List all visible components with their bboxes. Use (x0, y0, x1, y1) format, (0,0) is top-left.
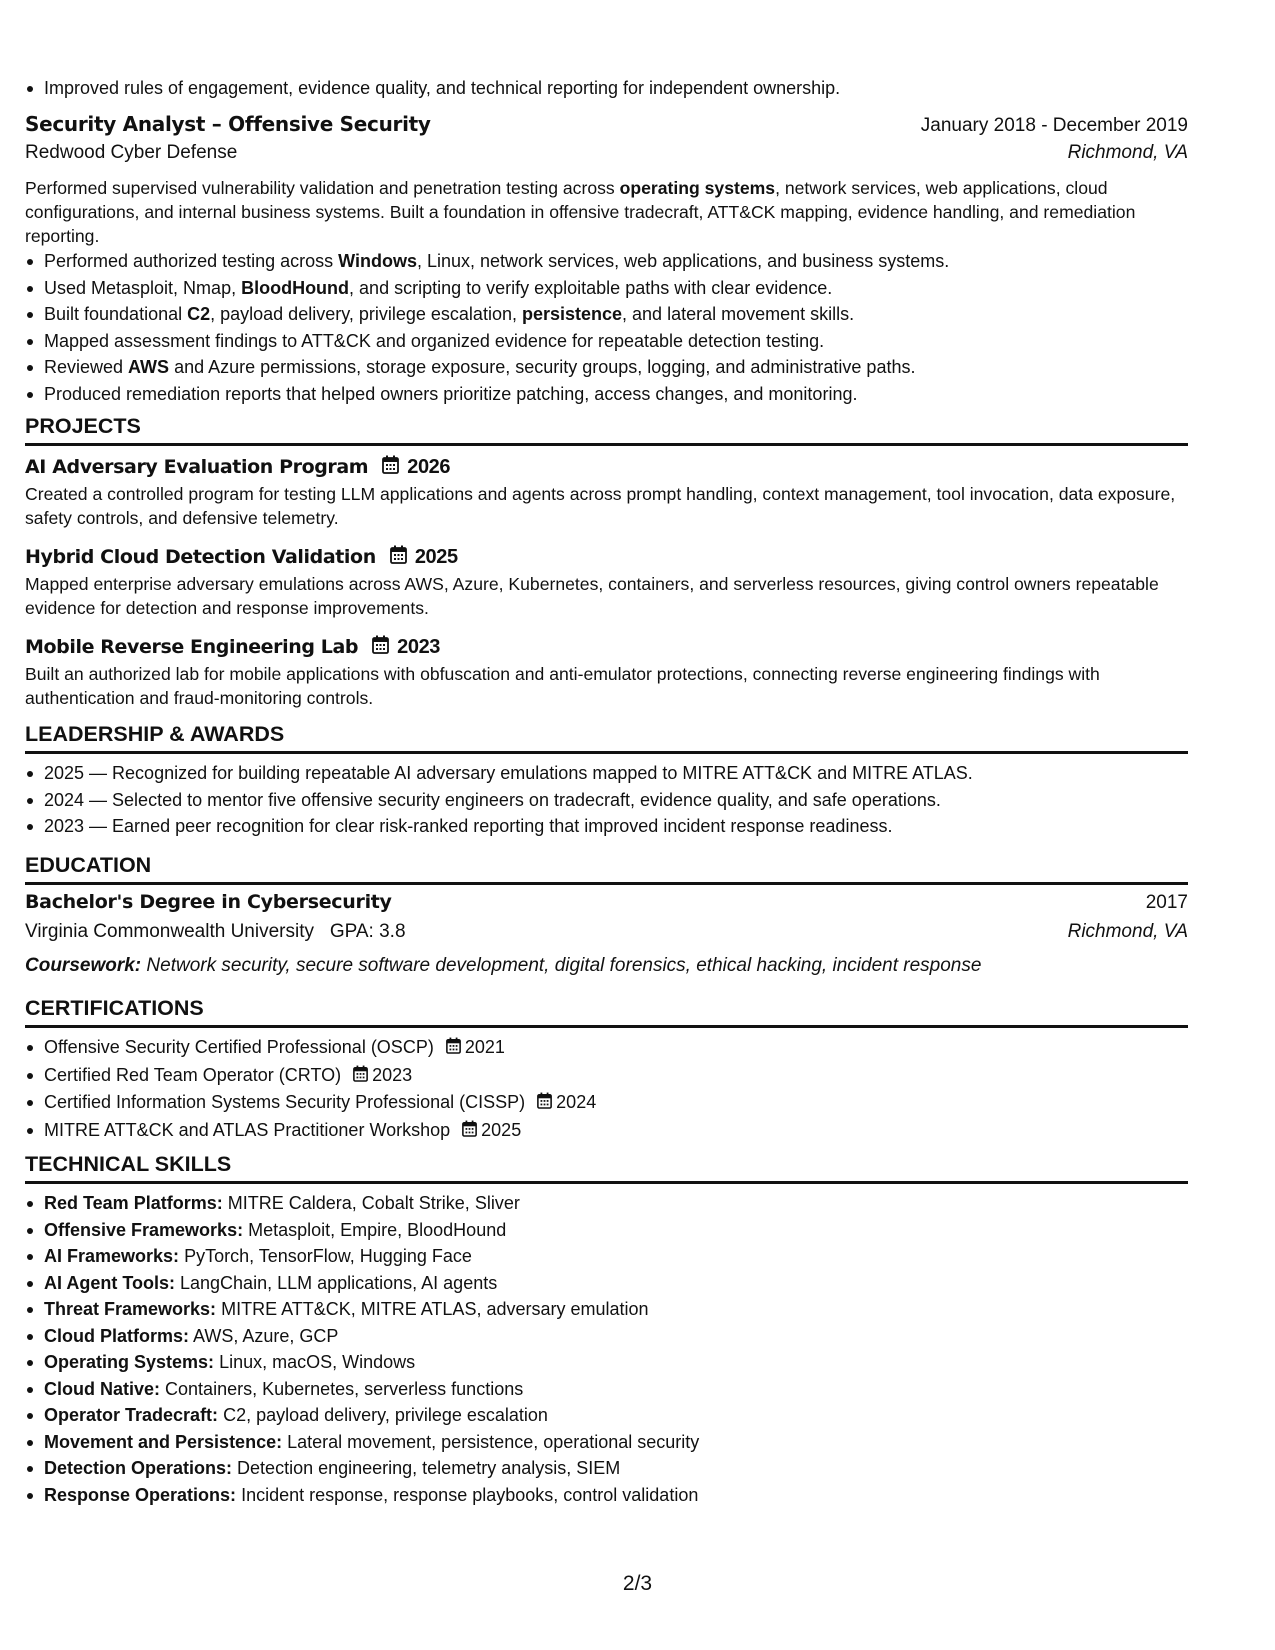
section-title: TECHNICAL SKILLS (25, 1152, 1188, 1184)
leadership-list (25, 760, 1188, 840)
list-item: Certified Information Systems Security Professional (CISSP) 2024 (25, 1089, 1188, 1117)
section-title: LEADERSHIP & AWARDS (25, 722, 1188, 754)
calendar-icon (382, 455, 399, 479)
project-year: 2023 (397, 635, 441, 658)
job-location: Richmond, VA (1067, 142, 1188, 163)
list-item: Used Metasploit, Nmap, BloodHound, and scripting to verify exploitable paths with clear evidence. (25, 275, 1188, 302)
list-item: Built foundational C2, payload delivery, privilege escalation, persistence, and lateral movement skills. (25, 301, 1188, 328)
project-title: Mobile Reverse Engineering Lab (25, 636, 359, 658)
list-item: AI Agent Tools: LangChain, LLM applications, AI agents (25, 1270, 1188, 1297)
calendar-icon (462, 1118, 477, 1145)
project-description: Built an authorized lab for mobile applications with obfuscation and anti-emulator protections, connecting reverse engineering findings with authentication and fraud-monitoring controls. (25, 664, 1100, 708)
project-title: Hybrid Cloud Detection Validation (25, 546, 376, 568)
skills-list (25, 1190, 1188, 1508)
list-item: Detection Operations: Detection engineering, telemetry analysis, SIEM (25, 1455, 1188, 1482)
prev-job-bullets (25, 75, 840, 102)
project-year: 2026 (407, 455, 451, 478)
list-item: Reviewed AWS and Azure permissions, storage exposure, security groups, logging, and administrative paths. (25, 354, 1188, 381)
list-item: Offensive Security Certified Professional (OSCP) 2021 (25, 1034, 1188, 1062)
list-item: MITRE ATT&CK and ATLAS Practitioner Workshop 2025 (25, 1117, 1188, 1145)
job-summary: Performed supervised vulnerability validation and penetration testing across operating systems, network services, web applications, cloud configurations, and internal business systems. Built a foundation in offensive tradecraft, ATT&CK mapping, evidence handling, and remediation reporting. (25, 178, 1136, 246)
list-item: Operating Systems: Linux, macOS, Windows (25, 1349, 1188, 1376)
calendar-icon (372, 635, 389, 659)
education-section (25, 853, 1188, 981)
calendar-icon (353, 1063, 368, 1090)
list-item: AI Frameworks: PyTorch, TensorFlow, Hugging Face (25, 1243, 1188, 1270)
list-item: Produced remediation reports that helped owners prioritize patching, access changes, and monitoring. (25, 381, 1188, 408)
project-entry (25, 452, 1188, 530)
project-entry (25, 542, 1188, 620)
job-entry (25, 112, 1188, 407)
job-bullets (25, 248, 1188, 407)
section-title: CERTIFICATIONS (25, 996, 1188, 1028)
list-item: Cloud Platforms: AWS, Azure, GCP (25, 1323, 1188, 1350)
skills-section (25, 1152, 1188, 1508)
gpa: GPA: 3.8 (329, 921, 406, 942)
project-description: Mapped enterprise adversary emulations across AWS, Azure, Kubernetes, containers, and serverless resources, giving control owners repeatable evidence for detection and response improvements. (25, 574, 1159, 618)
list-item: Cloud Native: Containers, Kubernetes, serverless functions (25, 1376, 1188, 1403)
list-item: Performed authorized testing across Windows, Linux, network services, web applications, and business systems. (25, 248, 1188, 275)
list-item: 2025 — Recognized for building repeatable AI adversary emulations mapped to MITRE ATT&CK and MITRE ATLAS. (25, 760, 1188, 787)
section-title: PROJECTS (25, 414, 1188, 446)
calendar-icon (446, 1035, 461, 1062)
project-title: AI Adversary Evaluation Program (25, 456, 369, 478)
list-item: Response Operations: Incident response, response playbooks, control validation (25, 1482, 1188, 1509)
leadership-section (25, 722, 1188, 840)
list-item: Improved rules of engagement, evidence quality, and technical reporting for independent ownership. (25, 75, 840, 102)
project-description: Created a controlled program for testing LLM applications and agents across prompt handling, context management, tool invocation, data exposure, safety controls, and defensive telemetry. (25, 484, 1176, 528)
list-item: Offensive Frameworks: Metasploit, Empire, BloodHound (25, 1217, 1188, 1244)
degree-year: 2017 (1145, 892, 1188, 913)
project-entry (25, 632, 1188, 710)
certifications-section (25, 996, 1188, 1144)
job-dates: January 2018 - December 2019 (920, 115, 1188, 136)
coursework: Coursework: Network security, secure software development, digital forensics, ethical hacking, incident response (25, 955, 982, 976)
list-item: Threat Frameworks: MITRE ATT&CK, MITRE ATLAS, adversary emulation (25, 1296, 1188, 1323)
list-item: Movement and Persistence: Lateral movement, persistence, operational security (25, 1429, 1188, 1456)
projects-section (25, 414, 1188, 710)
list-item: 2024 — Selected to mentor five offensive security engineers on tradecraft, evidence quality, and safe operations. (25, 787, 1188, 814)
school-location: Richmond, VA (1067, 921, 1188, 942)
list-item: 2023 — Earned peer recognition for clear risk-ranked reporting that improved incident response readiness. (25, 813, 1188, 840)
degree-title: Bachelor's Degree in Cybersecurity (25, 891, 392, 913)
job-company: Redwood Cyber Defense (25, 142, 238, 163)
list-item: Red Team Platforms: MITRE Caldera, Cobalt Strike, Sliver (25, 1190, 1188, 1217)
list-item: Mapped assessment findings to ATT&CK and organized evidence for repeatable detection testing. (25, 328, 1188, 355)
section-title: EDUCATION (25, 853, 1188, 885)
page-number: 2/3 (622, 1572, 653, 1595)
project-year: 2025 (414, 545, 458, 568)
school-name: Virginia Commonwealth University (25, 921, 314, 942)
list-item: Certified Red Team Operator (CRTO) 2023 (25, 1062, 1188, 1090)
list-item: Operator Tradecraft: C2, payload delivery, privilege escalation (25, 1402, 1188, 1429)
calendar-icon (537, 1090, 552, 1117)
certifications-list (25, 1034, 1188, 1144)
calendar-icon (390, 545, 407, 569)
job-title: Security Analyst – Offensive Security (25, 112, 431, 136)
